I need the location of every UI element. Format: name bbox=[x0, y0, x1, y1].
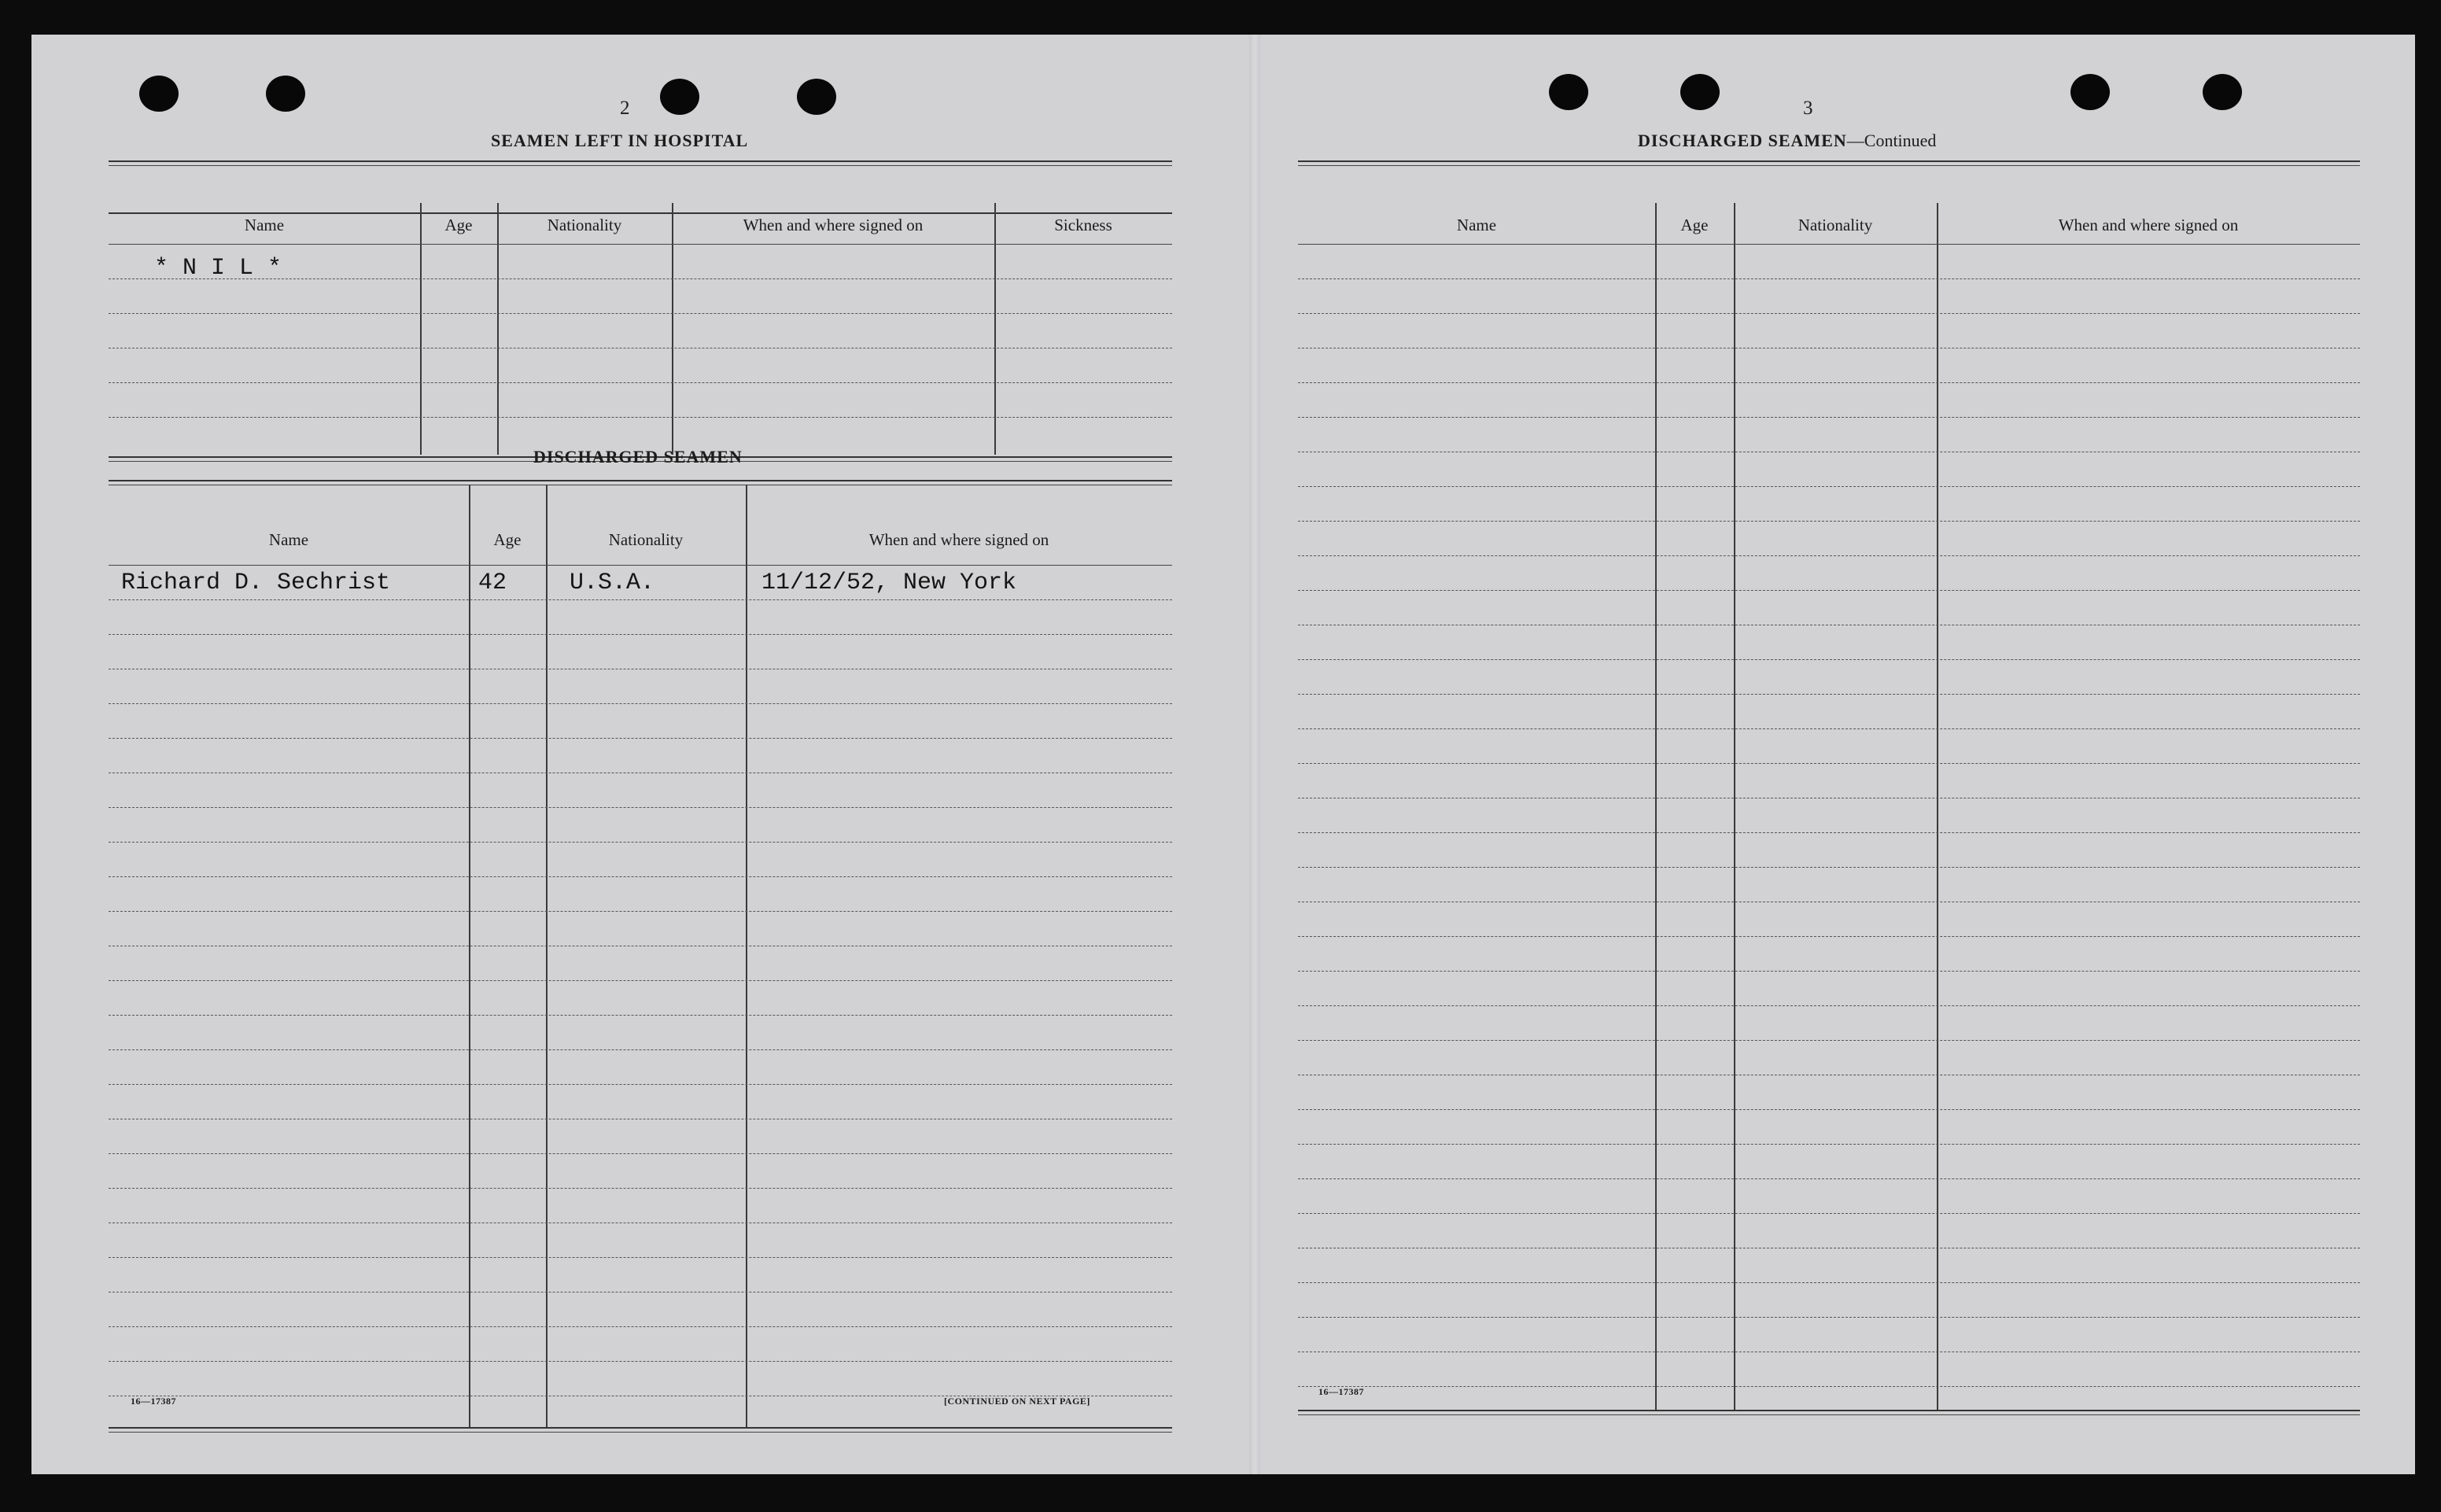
column-header: When and where signed on bbox=[2058, 216, 2239, 234]
discharged-section-title: DISCHARGED SEAMEN bbox=[533, 447, 743, 467]
column-header: Age bbox=[444, 216, 473, 234]
punch-hole bbox=[797, 79, 836, 115]
column-header: Name bbox=[1456, 216, 1497, 234]
punch-hole bbox=[266, 76, 305, 112]
column-header: When and where signed on bbox=[743, 216, 924, 234]
form-sheet bbox=[31, 35, 2415, 1474]
continued-note: [CONTINUED ON NEXT PAGE] bbox=[944, 1396, 1090, 1407]
hospital-section-title: SEAMEN LEFT IN HOSPITAL bbox=[491, 131, 749, 150]
punch-hole bbox=[1549, 74, 1588, 110]
discharged-continued-title bbox=[1638, 131, 1936, 151]
punch-hole bbox=[139, 76, 179, 112]
seaman-age: 42 bbox=[478, 570, 507, 596]
page-number: 3 bbox=[1803, 98, 1813, 119]
column-header: Nationality bbox=[547, 216, 622, 234]
continued-suffix: —Continued bbox=[1846, 131, 1937, 150]
form-number: 16—17387 bbox=[131, 1396, 176, 1407]
nil-entry: * N I L * bbox=[154, 255, 282, 282]
column-header: Name bbox=[268, 530, 309, 549]
hospital-table bbox=[109, 160, 1172, 459]
punch-hole bbox=[2203, 74, 2242, 110]
column-header: Age bbox=[1680, 216, 1709, 234]
column-header: Name bbox=[244, 216, 285, 234]
column-header: Nationality bbox=[608, 530, 684, 549]
seaman-nationality: U.S.A. bbox=[570, 570, 655, 596]
column-header: When and where signed on bbox=[868, 530, 1049, 549]
discharged-title: DISCHARGED SEAMEN bbox=[1638, 131, 1847, 150]
seaman-name: Richard D. Sechrist bbox=[121, 570, 391, 596]
form-number: 16—17387 bbox=[1318, 1386, 1364, 1397]
punch-hole bbox=[660, 79, 699, 115]
seaman-signed-on: 11/12/52, New York bbox=[761, 570, 1017, 596]
punch-hole bbox=[2070, 74, 2110, 110]
page-fold bbox=[1249, 35, 1260, 1474]
page-number: 2 bbox=[620, 98, 630, 119]
discharged-continued-table bbox=[1298, 160, 2360, 1416]
discharged-table bbox=[109, 480, 1172, 1433]
column-header: Age bbox=[493, 530, 522, 549]
column-header: Nationality bbox=[1798, 216, 1873, 234]
column-header: Sickness bbox=[1054, 216, 1112, 234]
punch-hole bbox=[1680, 74, 1720, 110]
